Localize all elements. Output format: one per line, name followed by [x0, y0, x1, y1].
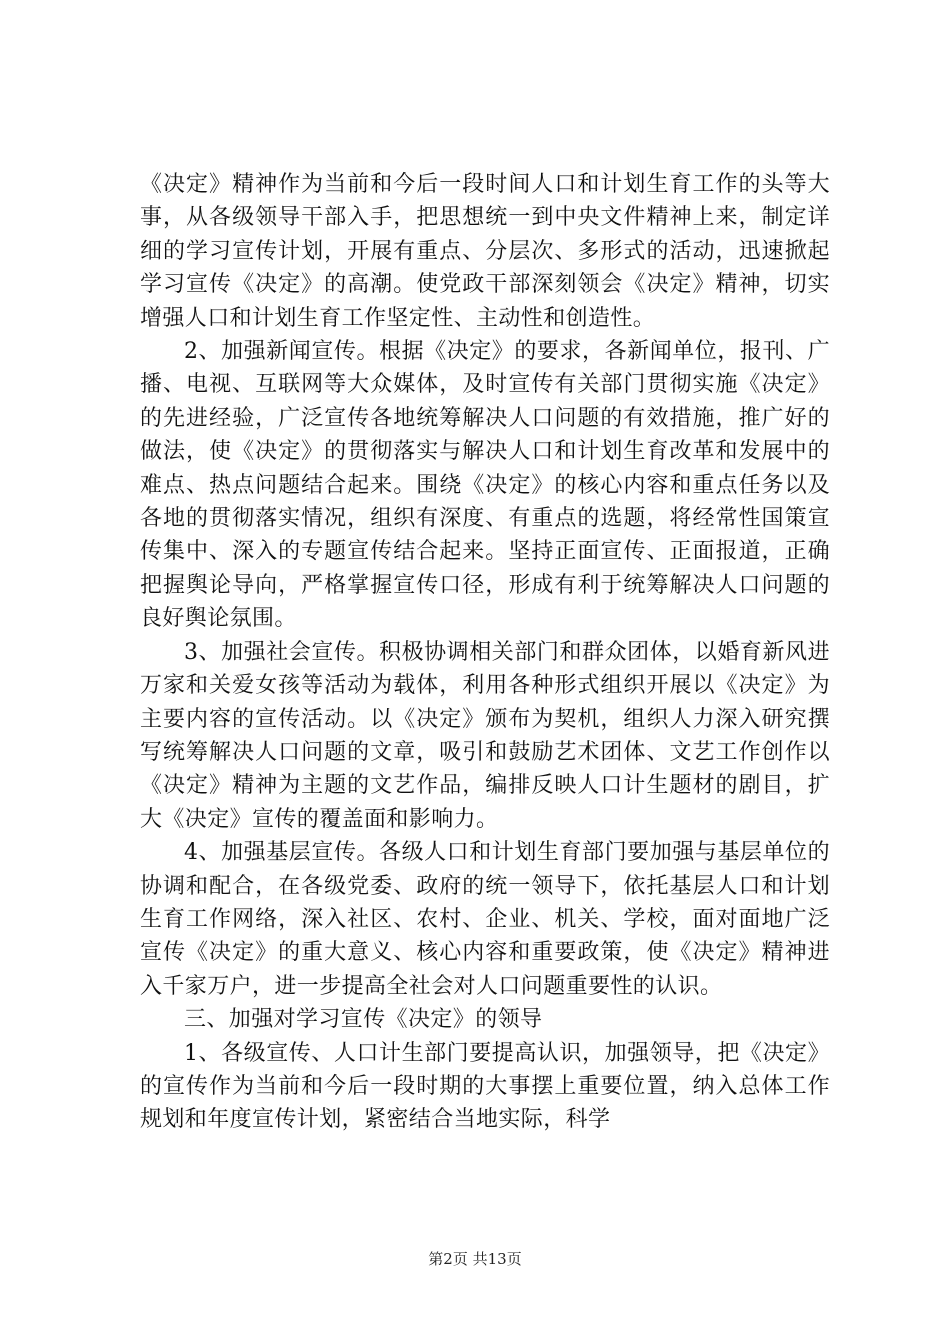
page-footer — [0, 1249, 950, 1269]
paragraph-grassroots-publicity: 4、加强基层宣传。各级人口和计划生育部门要加强与基层单位的协调和配合，在各级党委、政府的统一领导下，依托基层人口和计划生育工作网络，深入社区、农村、企业、机关、学校，面对面地广泛宣传《决定》的重大意义、核心内容和重要政策，使《决定》精神进入千家万户，进一步提高全社会对人口问题重要性的认识。 — [140, 840, 830, 999]
paragraph-social-publicity: 3、加强社会宣传。积极协调相关部门和群众团体，以婚育新风进万家和关爱女孩等活动为载体，利用各种形式组织开展以《决定》为主要内容的宣传活动。以《决定》颁布为契机，组织人力深入研究撰写统筹解决人口问题的文章，吸引和鼓励艺术团体、文艺工作创作以《决定》精神为主题的文艺作品，编排反映人口计生题材的剧目，扩大《决定》宣传的覆盖面和影响力。 — [140, 639, 830, 832]
document-body — [140, 168, 830, 1137]
paragraph-news-publicity: 2、加强新闻宣传。根据《决定》的要求，各新闻单位，报刊、广播、电视、互联网等大众媒体，及时宣传有关部门贯彻实施《决定》的先进经验，广泛宣传各地统筹解决人口问题的有效措施，推广好的做法，使《决定》的贯彻落实与解决人口和计划生育改革和发展中的难点、热点问题结合起来。围绕《决定》的核心内容和重点任务以及各地的贯彻落实情况，组织有深度、有重点的选题，将经常性国策宣传集中、深入的专题宣传结合起来。坚持正面宣传、正面报道，正确把握舆论导向，严格掌握宣传口径，形成有利于统筹解决人口问题的良好舆论氛围。 — [140, 339, 830, 632]
paragraph-continuation: 《决定》精神作为当前和今后一段时间人口和计划生育工作的头等大事，从各级领导干部入手，把思想统一到中央文件精神上来，制定详细的学习宣传计划，开展有重点、分层次、多形式的活动，迅速掀起学习宣传《决定》的高潮。使党政干部深刻领会《决定》精神，切实增强人口和计划生育工作坚定性、主动性和创造性。 — [140, 172, 830, 331]
section-heading-leadership: 三、加强对学习宣传《决定》的领导 — [184, 1007, 543, 1033]
paragraph-leadership-item-1: 1、各级宣传、人口计生部门要提高认识，加强领导，把《决定》的宣传作为当前和今后一段时期的大事摆上重要位置，纳入总体工作规划和年度宣传计划，紧密结合当地实际，科学 — [140, 1040, 830, 1133]
page-indicator: 第2页 共13页 — [428, 1250, 522, 1268]
